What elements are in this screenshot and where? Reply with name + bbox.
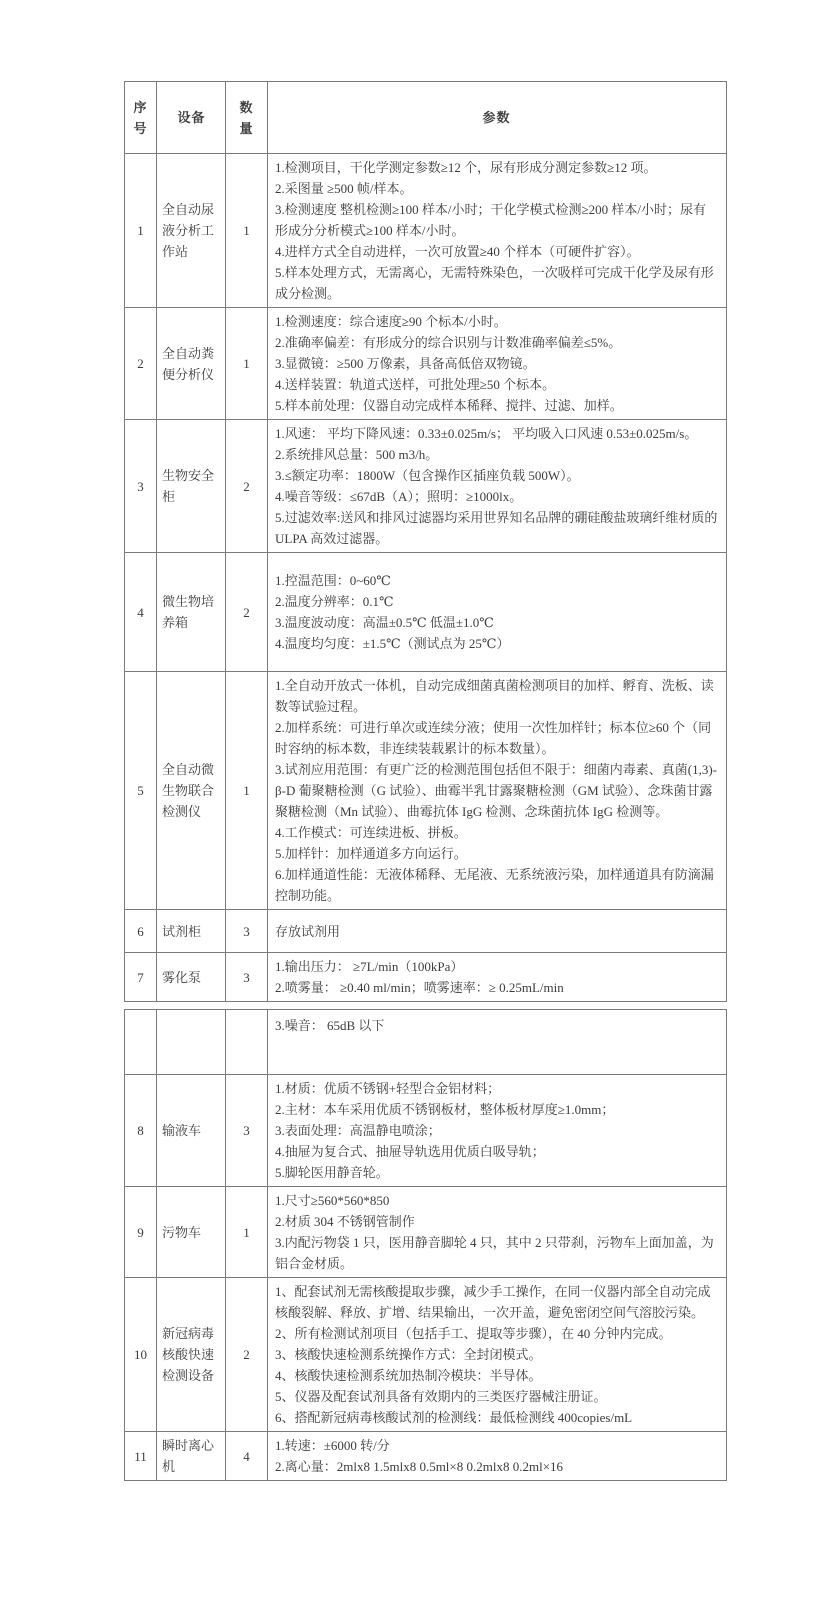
row-number-cell: 1 [125, 154, 157, 308]
param-line: 1.全自动开放式一体机，自动完成细菌真菌检测项目的加样、孵育、洗板、读数等试验过程。 [275, 678, 714, 714]
param-line: 3.噪音： 65dB 以下 [275, 1018, 385, 1033]
row-number-cell [125, 1010, 157, 1075]
table-row [125, 910, 727, 953]
table-row [125, 154, 727, 308]
spec-table-1-body [125, 82, 727, 1002]
param-line: 4.送样装置：轨道式送样，可批处理≥50 个标本。 [275, 377, 556, 392]
param-line: 1.检测项目，干化学测定参数≥12 个，尿有形成分测定参数≥12 项。 [275, 160, 657, 175]
param-line: 2.系统排风总量：500 m3/h。 [275, 447, 439, 462]
param-line: 5.脚轮医用静音轮。 [275, 1165, 389, 1180]
row-number-cell: 9 [125, 1187, 157, 1278]
param-line: 5、仪器及配套试剂具备有效期内的三类医疗器械注册证。 [275, 1389, 607, 1404]
header-cell-qty: 数量 [226, 82, 268, 154]
quantity-cell: 1 [226, 154, 268, 308]
params-cell [268, 553, 727, 672]
param-line: 4.抽屉为复合式、抽屉导轨选用优质白吸导轨； [275, 1144, 545, 1159]
param-line: 5.样本处理方式，无需离心，无需特殊染色，一次吸样可完成干化学及尿有形成分检测。 [275, 265, 714, 301]
row-number-cell: 4 [125, 553, 157, 672]
param-line: 1、配套试剂无需核酸提取步骤，减少手工操作，在同一仪器内部全自动完成核酸裂解、释放、扩增、结果输出，一次开盖，避免密闭空间气溶胶污染。 [275, 1284, 711, 1320]
params-cell [268, 154, 727, 308]
params-cell [268, 1010, 727, 1075]
params-cell [268, 1075, 727, 1187]
device-cell: 雾化泵 [157, 953, 226, 1002]
param-line: 存放试剂用 [275, 923, 341, 939]
quantity-cell: 3 [226, 953, 268, 1002]
param-line: 1.尺寸≥560*560*850 [275, 1193, 390, 1208]
row-number-cell: 3 [125, 420, 157, 553]
param-line: 2.主材：本车采用优质不锈钢板材，整体板材厚度≥1.0mm； [275, 1102, 615, 1117]
quantity-cell: 1 [226, 308, 268, 420]
quantity-cell: 2 [226, 1278, 268, 1432]
param-line: 3.内配污物袋 1 只，医用静音脚轮 4 只，其中 2 只带刹，污物车上面加盖，为铝合金材质。 [275, 1235, 714, 1271]
quantity-cell: 1 [226, 1187, 268, 1278]
table-row [125, 672, 727, 910]
row-number-cell: 7 [125, 953, 157, 1002]
row-number-cell: 5 [125, 672, 157, 910]
device-cell: 污物车 [157, 1187, 226, 1278]
param-line: 3.试剂应用范围：有更广泛的检测范围包括但不限于：细菌内毒素、真菌(1,3)-β-D 葡聚糖检测（G 试验）、曲霉半乳甘露聚糖检测（GM 试验）、念珠菌甘露聚糖检测（Mn 试验）、曲霉抗体 IgG 检测、念珠菌抗体 IgG 检测等。 [275, 762, 717, 819]
device-cell: 全自动粪便分析仪 [157, 308, 226, 420]
row-number-cell: 2 [125, 308, 157, 420]
param-line: 1.转速：±6000 转/分 [275, 1438, 390, 1453]
row-number-cell: 10 [125, 1278, 157, 1432]
table-row [125, 1187, 727, 1278]
quantity-cell: 1 [226, 672, 268, 910]
device-cell: 输液车 [157, 1075, 226, 1187]
device-cell: 新冠病毒核酸快速检测设备 [157, 1278, 226, 1432]
param-line: 3.检测速度 整机检测≥100 样本/小时；干化学模式检测≥200 样本/小时；尿有形成分分析模式≥100 样本/小时。 [275, 202, 706, 238]
table-row [125, 1010, 727, 1075]
param-line: 1.输出压力： ≥7L/min（100kPa） [275, 959, 464, 974]
param-line: 1.风速： 平均下降风速：0.33±0.025m/s； 平均吸入口风速 0.53±0.025m/s。 [275, 426, 698, 441]
device-cell: 全自动微生物联合检测仪 [157, 672, 226, 910]
params-cell [268, 953, 727, 1002]
table-row [125, 953, 727, 1002]
quantity-cell: 2 [226, 553, 268, 672]
param-line: 6、搭配新冠病毒核酸试剂的检测线：最低检测线 400copies/mL [275, 1410, 633, 1425]
table-row [125, 1432, 727, 1481]
row-number-cell: 8 [125, 1075, 157, 1187]
table-row [125, 553, 727, 672]
param-line: 3.≤额定功率：1800W（包含操作区插座负载 500W）。 [275, 468, 580, 483]
table-row [125, 1278, 727, 1432]
device-cell: 全自动尿液分析工作站 [157, 154, 226, 308]
param-line: 1.检测速度：综合速度≥90 个标本/小时。 [275, 314, 507, 329]
param-line: 3.温度波动度：高温±0.5℃ 低温±1.0℃ [275, 615, 494, 630]
params-cell [268, 672, 727, 910]
quantity-cell: 4 [226, 1432, 268, 1481]
param-line: 1.控温范围：0~60℃ [275, 573, 391, 588]
params-cell [268, 1278, 727, 1432]
spec-table-2 [124, 1009, 727, 1481]
table-row [125, 308, 727, 420]
spec-table-1 [124, 81, 727, 1002]
param-line: 4.进样方式全自动进样，一次可放置≥40 个样本（可硬件扩容）。 [275, 244, 640, 259]
param-line: 1.材质：优质不锈钢+轻型合金铝材料； [275, 1081, 501, 1096]
param-line: 5.加样针：加样通道多方向运行。 [275, 846, 467, 861]
quantity-cell: 3 [226, 910, 268, 953]
param-line: 4、核酸快速检测系统加热制冷模块：半导体。 [275, 1368, 542, 1383]
quantity-cell [226, 1010, 268, 1075]
params-cell [268, 308, 727, 420]
table-row [125, 420, 727, 553]
device-cell [157, 1010, 226, 1075]
param-line: 2.温度分辨率：0.1℃ [275, 594, 394, 609]
param-line: 3、核酸快速检测系统操作方式：全封闭模式。 [275, 1347, 542, 1362]
param-line: 2.准确率偏差：有形成分的综合识别与计数准确率偏差≤5%。 [275, 335, 622, 350]
param-line: 4.工作模式：可连续进板、拼板。 [275, 825, 467, 840]
row-number-cell: 11 [125, 1432, 157, 1481]
quantity-cell: 2 [226, 420, 268, 553]
params-cell [268, 420, 727, 553]
param-line: 2.加样系统：可进行单次或连续分液；使用一次性加样针；标本位≥60 个（同时容纳的标本数，非连续装载累计的标本数量）。 [275, 720, 712, 756]
row-number-cell: 6 [125, 910, 157, 953]
device-cell: 微生物培养箱 [157, 553, 226, 672]
table-row [125, 1075, 727, 1187]
param-line: 6.加样通道性能：无液体稀释、无尾液、无系统液污染，加样通道具有防滴漏控制功能。 [275, 867, 714, 903]
device-cell: 生物安全柜 [157, 420, 226, 553]
param-line: 3.表面处理：高温静电喷涂； [275, 1123, 441, 1138]
header-cell-device: 设备 [157, 82, 226, 154]
params-cell [268, 910, 727, 953]
params-cell [268, 1187, 727, 1278]
param-line: 2.喷雾量： ≥0.40 ml/min；喷雾速率：≥ 0.25mL/min [275, 980, 564, 995]
param-line: 2.采图量 ≥500 帧/样本。 [275, 181, 413, 196]
param-line: 3.显微镜：≥500 万像素，具备高低倍双物镜。 [275, 356, 536, 371]
param-line: 5.过滤效率:送风和排风过滤器均采用世界知名品牌的硼硅酸盐玻璃纤维材质的 ULPA 高效过滤器。 [275, 510, 718, 546]
header-cell-no: 序号 [125, 82, 157, 154]
param-line: 4.噪音等级：≤67dB（A）；照明：≥1000lx。 [275, 489, 523, 504]
header-row [125, 82, 727, 154]
device-cell: 瞬时离心机 [157, 1432, 226, 1481]
param-line: 4.温度均匀度：±1.5℃（测试点为 25℃） [275, 636, 510, 651]
param-line: 2.离心量：2mlx8 1.5mlx8 0.5ml×8 0.2mlx8 0.2ml×16 [275, 1459, 564, 1474]
quantity-cell: 3 [226, 1075, 268, 1187]
header-cell-params: 参数 [268, 82, 727, 154]
spec-table-2-body [125, 1010, 727, 1481]
device-cell: 试剂柜 [157, 910, 226, 953]
params-cell [268, 1432, 727, 1481]
param-line: 2、所有检测试剂项目（包括手工、提取等步骤），在 40 分钟内完成。 [275, 1326, 672, 1341]
param-line: 2.材质 304 不锈钢管制作 [275, 1214, 415, 1229]
param-line: 5.样本前处理：仪器自动完成样本稀释、搅拌、过滤、加样。 [275, 398, 623, 413]
